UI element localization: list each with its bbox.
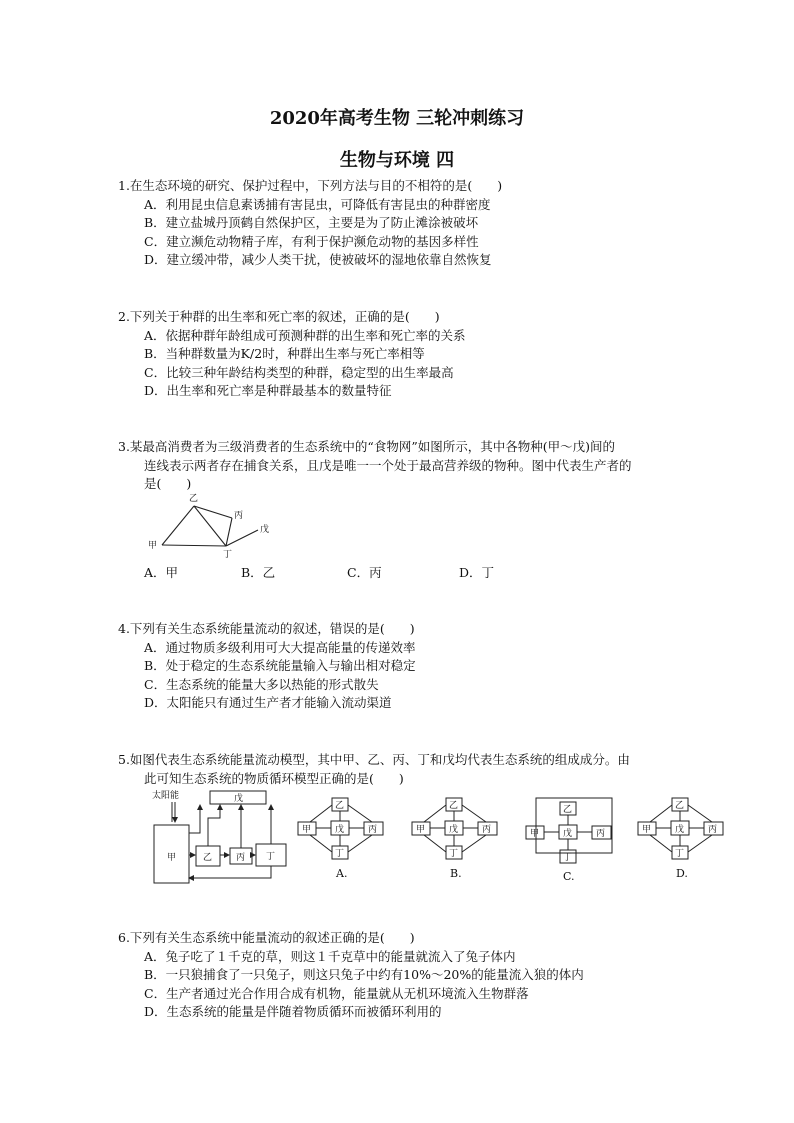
question-stem: 6.下列有关生态系统中能量流动的叙述正确的是( ) <box>118 930 415 945</box>
question-1 <box>118 177 502 270</box>
option-c: C．生产者通过光合作用合成有机物，能量就从无机环境流入生物群落 <box>144 985 529 1001</box>
question-stem: 2.下列关于种群的出生率和死亡率的叙述，正确的是( ) <box>118 309 440 324</box>
node-bing: 丙 <box>236 853 246 863</box>
option-d: D．丁 <box>459 565 495 580</box>
node-ding: 丁 <box>266 852 276 862</box>
option-c: C．建立濒危动物精子库，有利于保护濒危动物的基因多样性 <box>144 233 479 249</box>
question-stem-line-1: 3.某最高消费者为三级消费者的生态系统中的“食物网”如图所示，其中各物种(甲～戊)间的 <box>118 439 615 454</box>
node-wu: 戊 <box>449 825 459 835</box>
option-a: A．甲 <box>144 565 179 580</box>
question-5 <box>118 751 630 788</box>
question-stem: 4.下列有关生态系统能量流动的叙述，错误的是( ) <box>118 621 415 636</box>
node-ding: 丁 <box>223 550 233 560</box>
option-d: D．出生率和死亡率是种群最基本的数量特征 <box>144 383 392 398</box>
energy-flow-model <box>150 788 290 888</box>
option-b: B．处于稳定的生态系统能量输入与输出相对稳定 <box>144 658 416 673</box>
node-bing: 丙 <box>482 825 492 835</box>
node-yi: 乙 <box>189 494 199 504</box>
sun-label: 太阳能 <box>152 791 180 801</box>
option-b: B．乙 <box>241 565 276 580</box>
question-stem: 1.在生态环境的研究、保护过程中，下列方法与目的不相符的是( ) <box>118 178 503 193</box>
page-subtitle: 生物与环境 四 <box>339 150 455 171</box>
option-d: D．生态系统的能量是伴随着物质循环而被循环利用的 <box>144 1004 442 1019</box>
option-a: A．依据种群年龄组成可预测种群的出生率和死亡率的关系 <box>144 327 466 343</box>
node-jia: 甲 <box>530 829 540 839</box>
option-c: C．生态系统的能量大多以热能的形式散失 <box>144 676 379 692</box>
choice-diagram-a <box>296 796 388 882</box>
node-ding: 丁 <box>675 849 685 859</box>
node-bing: 丙 <box>596 829 606 839</box>
node-wu: 戊 <box>234 794 244 804</box>
node-jia: 甲 <box>167 853 177 863</box>
node-ding: 丁 <box>449 849 459 859</box>
option-d: D．建立缓冲带，减少人类干扰，使被破坏的湿地依靠自然恢复 <box>144 252 492 267</box>
node-yi: 乙 <box>449 801 459 811</box>
option-b: B．建立盐城丹顶鹤自然保护区，主要是为了防止滩涂被破坏 <box>144 215 479 230</box>
question-6 <box>118 929 584 1022</box>
node-jia: 甲 <box>416 825 426 835</box>
food-web-diagram <box>140 490 280 560</box>
node-bing: 丙 <box>708 825 718 835</box>
question-stem-line-2: 此可知生态系统的物质循环模型正确的是( ) <box>144 770 404 786</box>
question-4 <box>118 620 416 713</box>
question-2 <box>118 308 466 401</box>
node-yi: 乙 <box>335 801 345 811</box>
choice-diagram-c <box>522 796 614 882</box>
question-3-options <box>144 564 494 583</box>
node-wu: 戊 <box>675 825 685 835</box>
node-wu: 戊 <box>335 825 345 835</box>
option-a: A．利用昆虫信息素诱捕有害昆虫，可降低有害昆虫的种群密度 <box>144 196 491 212</box>
choice-label-c: C. <box>563 870 575 882</box>
option-a: A．兔子吃了１千克的草，则这１千克草中的能量就流入了兔子体内 <box>144 948 516 964</box>
option-d: D．太阳能只有通过生产者才能输入流动渠道 <box>144 695 392 710</box>
question-stem-line-2: 连线表示两者存在捕食关系，且戊是唯一一个处于最高营养级的物种。图中代表生产者的 <box>144 457 632 473</box>
choice-label-d: D. <box>676 867 688 880</box>
choice-diagram-b <box>410 796 502 882</box>
choice-diagram-d <box>636 796 728 882</box>
node-yi: 乙 <box>563 805 573 815</box>
option-a: A．通过物质多级利用可大大提高能量的传递效率 <box>144 639 416 655</box>
choice-label-b: B. <box>450 867 462 880</box>
node-yi: 乙 <box>675 801 685 811</box>
node-wu: 戊 <box>260 525 270 535</box>
option-c: C．比较三种年龄结构类型的种群，稳定型的出生率最高 <box>144 364 454 380</box>
question-stem-line-3: 是( ) <box>144 476 192 491</box>
choice-label-a: A. <box>336 867 348 880</box>
question-stem-line-1: 5.如图代表生态系统能量流动模型，其中甲、乙、丙、丁和戊均代表生态系统的组成成分。由 <box>118 752 630 767</box>
option-b: B．一只狼捕食了一只兔子，则这只兔子中约有10%～20%的能量流入狼的体内 <box>144 967 584 982</box>
node-ding: 丁 <box>335 849 345 859</box>
node-wu: 戊 <box>563 829 573 839</box>
node-jia: 甲 <box>302 825 312 835</box>
node-bing: 丙 <box>234 511 244 521</box>
node-bing: 丙 <box>368 825 378 835</box>
node-jia: 甲 <box>148 541 158 551</box>
option-c: C．丙 <box>347 565 382 580</box>
option-b: B．当种群数量为K/2时，种群出生率与死亡率相等 <box>144 346 425 361</box>
node-jia: 甲 <box>642 825 652 835</box>
question-3 <box>118 438 632 494</box>
node-ding: 丁 <box>563 853 573 863</box>
page-title: 2020年高考生物 三轮冲刺练习 <box>269 108 525 129</box>
node-yi: 乙 <box>203 853 213 863</box>
